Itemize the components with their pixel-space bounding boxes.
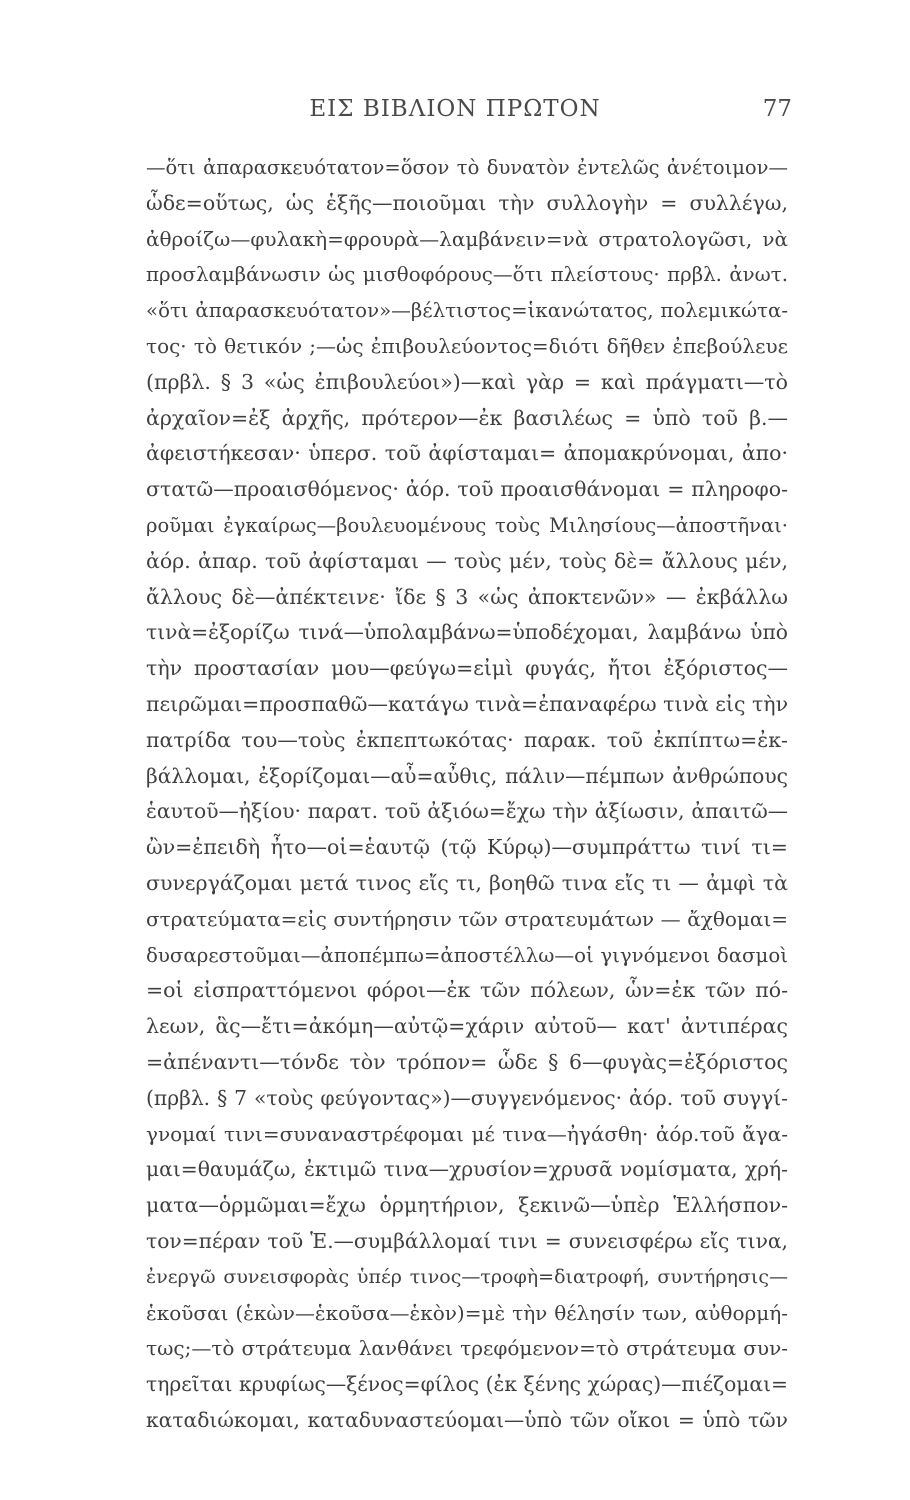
text-line: ροῦμαι ἐγκαίρως—βουλευομένους τοὺς Μιλησίους—ἀποστῆναι· [146, 513, 788, 537]
text-line: μαι=θαυμάζω, ἐκτιμῶ τινα—χρυσίον=χρυσᾶ νομίσματα, χρή- [146, 1157, 788, 1182]
text-line: λεων, ἃς—ἔτι=ἀκόμη—αὐτῷ=χάριν αὐτοῦ— κατ' ἀντιπέρας [146, 1014, 788, 1039]
text-line: πατρίδα του—τοὺς ἐκπεπτωκότας· παρακ. τοῦ ἐκπίπτω=ἐκ- [146, 727, 788, 752]
text-line: τινὰ=ἐξορίζω τινά—ὑπολαμβάνω=ὑποδέχομαι, λαμβάνω ὑπὸ [146, 620, 788, 645]
text-line: ἀρχαῖον=ἐξ ἀρχῆς, πρότερον—ἐκ βασιλέως = ὑπὸ τοῦ β.— [146, 405, 788, 430]
text-line: ἀφειστήκεσαν· ὑπερσ. τοῦ ἀφίσταμαι= ἀπομακρύνομαι, ἀπο· [146, 441, 788, 466]
text-line: —ὅτι ἀπαρασκευότατον=ὅσον τὸ δυνατὸν ἐντελῶς ἀνέτοιμον— [146, 156, 788, 179]
text-line: τως;—τὸ στράτευμα λανθάνει τρεφόμενον=τὸ στράτευμα συν- [146, 1336, 788, 1361]
text-line: καταδιώκομαι, καταδυναστεύομαι—ὑπὸ τῶν οἴκοι = ὑπὸ τῶν [146, 1407, 788, 1432]
text-line: δυσαρεστοῦμαι—ἀποπέμπω=ἀποστέλλω—οἱ γιγνόμενοι δασμοὶ [146, 943, 788, 967]
text-line: τὴν προστασίαν μου—φεύγω=εἰμὶ φυγάς, ἤτοι ἐξόριστος— [146, 656, 788, 681]
text-line: =ἀπέναντι—τόνδε τὸν τρόπον= ὧδε § 6—φυγὰς=ἐξόριστος [146, 1049, 788, 1074]
text-line: =οἱ εἰσπραττόμενοι φόροι—ἐκ τῶν πόλεων, ὧν=ἐκ τῶν πό- [146, 978, 788, 1003]
text-line: ἀόρ. ἀπαρ. τοῦ ἀφίσταμαι — τοὺς μέν, τοὺς δὲ= ἄλλους μέν, [146, 548, 788, 573]
text-line: «ὅτι ἀπαρασκευότατον»—βέλτιστος=ἱκανώτατος, πολεμικώτα- [146, 299, 788, 323]
text-line: ὢν=ἐπειδὴ ἦτο—οἱ=ἑαυτῷ (τῷ Κύρῳ)—συμπράττω τινί τι= [146, 835, 788, 860]
text-line: γνομαί τινι=συναναστρέφομαι μέ τινα—ἠγάσθη· ἀόρ.τοῦ ἄγα- [146, 1121, 788, 1146]
commentary-text [146, 150, 788, 1439]
text-line: βάλλομαι, ἐξορίζομαι—αὖ=αὖθις, πάλιν—πέμπων ἀνθρώπους [146, 763, 788, 788]
text-line: στατῶ—προαισθόμενος· ἀόρ. τοῦ προαισθάνομαι = πληροφο- [146, 477, 788, 502]
text-line: ὧδε=οὕτως, ὡς ἑξῆς—ποιοῦμαι τὴν συλλογὴν = συλλέγω, [146, 190, 788, 215]
text-line: ἀθροίζω—φυλακὴ=φρουρὰ—λαμβάνειν=νὰ στρατολογῶσι, νὰ [146, 226, 788, 251]
text-line: (πρβλ. § 7 «τοὺς φεύγοντας»)—συγγενόμενος· ἀόρ. τοῦ συγγί- [146, 1085, 788, 1110]
text-line: πειρῶμαι=προσπαθῶ—κατάγω τινὰ=ἐπαναφέρω τινὰ εἰς τὴν [146, 691, 788, 716]
text-line: ματα—ὁρμῶμαι=ἔχω ὁρμητήριον, ξεκινῶ—ὑπὲρ Ἑλλήσπον- [146, 1193, 788, 1218]
text-line: ἑαυτοῦ—ἠξίου· παρατ. τοῦ ἀξιόω=ἔχω τὴν ἀξίωσιν, ἀπαιτῶ— [146, 799, 788, 824]
running-head [0, 96, 910, 136]
text-line: τον=πέραν τοῦ Ἑ.—συμβάλλομαί τινι = συνεισφέρω εἴς τινα, [146, 1228, 788, 1253]
text-line: τηρεῖται κρυφίως—ξένος=φίλος (ἐκ ξένης χώρας)—πιέζομαι= [146, 1372, 788, 1397]
text-line: ἄλλους δὲ—ἀπέκτεινε· ἴδε § 3 «ὡς ἀποκτενῶν» — ἐκβάλλω [146, 584, 788, 609]
text-line: ἑκοῦσαι (ἑκὼν—ἑκοῦσα—ἑκὸν)=μὲ τὴν θέλησίν των, αὐθορμή- [146, 1300, 788, 1325]
text-line: συνεργάζομαι μετά τινος εἴς τι, βοηθῶ τινα εἴς τι — ἀμφὶ τὰ [146, 870, 788, 895]
text-line: τος· τὸ θετικόν ;—ὡς ἐπιβουλεύοντος=διότι δῆθεν ἐπεβούλευε [146, 333, 788, 358]
text-line: στρατεύματα=εἰς συντήρησιν τῶν στρατευμάτων — ἄχθομαι= [146, 906, 788, 931]
running-title: ΕΙΣ ΒΙΒΛΙΟΝ ΠΡΩΤΟΝ [309, 96, 601, 122]
text-line: ἐνεργῶ συνεισφορὰς ὑπέρ τινος—τροφὴ=διατροφή, συντήρησις— [146, 1265, 788, 1288]
text-line: προσλαμβάνωσιν ὡς μισθοφόρους—ὅτι πλείστους· πρβλ. ἀνωτ. [146, 263, 788, 287]
page-number: 77 [762, 96, 792, 122]
text-line: (πρβλ. § 3 «ὡς ἐπιβουλεύοι»)—καὶ γὰρ = καὶ πράγματι—τὸ [146, 369, 788, 394]
